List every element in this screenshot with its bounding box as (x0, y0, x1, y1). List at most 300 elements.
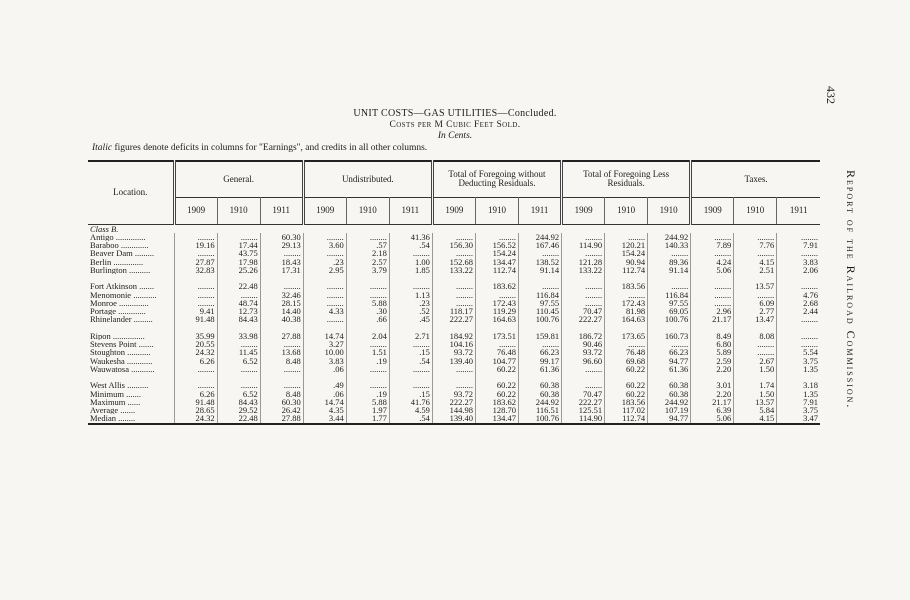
table-cell: ........ (777, 315, 820, 323)
table-cell: ........ (260, 381, 303, 389)
spacer-cell (605, 373, 648, 381)
table-cell: 117.02 (605, 406, 648, 414)
table-subtitle: Costs per M Cubic Feet Sold. (389, 120, 521, 130)
year-header-cell: 1909 (691, 197, 734, 224)
table-cell: 13.57 (734, 398, 777, 406)
location-row (88, 357, 820, 365)
table-cell: ........ (432, 365, 475, 373)
table-cell: 28.15 (260, 299, 303, 307)
table-cell: 133.22 (562, 266, 605, 274)
year-header-cell: 1910 (605, 197, 648, 224)
spacer-row (88, 373, 820, 381)
table-cell: 24.32 (174, 348, 217, 356)
table-cell: 4.59 (389, 406, 432, 414)
location-row (88, 307, 820, 315)
row-label: Stoughton ........... (90, 348, 151, 357)
location-row (88, 249, 820, 257)
table-cell: .57 (346, 241, 389, 249)
table-cell: 81.98 (605, 307, 648, 315)
table-cell: 222.27 (432, 315, 475, 323)
table-cell: ........ (734, 348, 777, 356)
table-title: UNIT COSTS—GAS UTILITIES—Concluded. (353, 108, 557, 119)
table-cell: ........ (346, 340, 389, 348)
table-cell: ........ (432, 291, 475, 299)
table-cell: ........ (432, 249, 475, 257)
table-cell: 14.74 (303, 398, 346, 406)
table-cell: 3.75 (777, 406, 820, 414)
table-cell: ........ (777, 233, 820, 241)
table-cell: 13.47 (734, 315, 777, 323)
table-cell: 104.16 (432, 340, 475, 348)
table-cell: 2.04 (346, 332, 389, 340)
table-cell: 90.46 (562, 340, 605, 348)
table-cell: 1.97 (346, 406, 389, 414)
table-cell: 138.52 (518, 258, 561, 266)
table-cell: 134.47 (475, 414, 518, 423)
table-cell: ........ (217, 291, 260, 299)
table-cell: ........ (174, 233, 217, 241)
table-cell: 6.26 (174, 390, 217, 398)
table-cell: ........ (217, 233, 260, 241)
table-cell: 160.73 (648, 332, 691, 340)
table-cell: 5.06 (691, 266, 734, 274)
table-cell: ........ (217, 381, 260, 389)
table-cell: 3.83 (303, 357, 346, 365)
table-cell: 97.55 (518, 299, 561, 307)
spacer-cell (88, 373, 174, 381)
table-cell: 10.00 (303, 348, 346, 356)
year-header-cell: 1911 (260, 197, 303, 224)
table-cell: 25.26 (217, 266, 260, 274)
location-row (88, 258, 820, 266)
table-cell: 93.72 (562, 348, 605, 356)
table-cell: .54 (389, 357, 432, 365)
table-cell: 76.48 (605, 348, 648, 356)
table-cell: ........ (691, 233, 734, 241)
table-cell: 104.77 (475, 357, 518, 365)
spacer-cell (691, 274, 734, 282)
table-cell: 183.56 (605, 282, 648, 290)
table-cell: .54 (389, 414, 432, 423)
table-cell: ........ (389, 249, 432, 257)
table-cell: ........ (562, 291, 605, 299)
table-cell: 120.21 (605, 241, 648, 249)
table-cell: 186.72 (562, 332, 605, 340)
table-cell: 41.76 (389, 398, 432, 406)
table-cell: ........ (777, 249, 820, 257)
table-cell: 1.50 (734, 390, 777, 398)
location-header: Location. (88, 161, 174, 224)
table-cell: ........ (217, 340, 260, 348)
row-label: Stevens Point ....... (90, 340, 154, 349)
table-cell: 112.74 (605, 414, 648, 423)
table-cell: 7.91 (777, 398, 820, 406)
table-cell: 4.15 (734, 258, 777, 266)
table-cell: ........ (346, 365, 389, 373)
table-cell: 1.35 (777, 365, 820, 373)
table-cell: ........ (346, 291, 389, 299)
table-cell: 60.22 (605, 381, 648, 389)
table-cell: 2.95 (303, 266, 346, 274)
table-cell: 27.88 (260, 332, 303, 340)
table-cell: ........ (303, 291, 346, 299)
table-cell: 100.76 (518, 414, 561, 423)
year-header-cell: 1910 (217, 197, 260, 224)
table-cell: ........ (174, 249, 217, 257)
units-caption: In Cents. (437, 131, 473, 141)
spacer-cell (88, 324, 174, 332)
table-cell: 119.29 (475, 307, 518, 315)
table-cell: 2.51 (734, 266, 777, 274)
table-cell: 48.74 (217, 299, 260, 307)
table-cell: 3.79 (346, 266, 389, 274)
row-label: Rhinelander ......... (90, 315, 153, 324)
table-cell: 164.63 (605, 315, 648, 323)
table-cell: 22.48 (217, 414, 260, 423)
location-row (88, 348, 820, 356)
table-cell: ........ (475, 233, 518, 241)
spacer-cell (605, 274, 648, 282)
table-body (88, 224, 820, 424)
table-cell: ........ (303, 299, 346, 307)
table-cell: 173.65 (605, 332, 648, 340)
row-label: Ripon ............... (90, 331, 145, 341)
table-cell: 69.68 (605, 357, 648, 365)
table-cell: .52 (389, 307, 432, 315)
table-cell: 1.77 (346, 414, 389, 423)
table-cell: 164.63 (475, 315, 518, 323)
table-cell: 244.92 (648, 398, 691, 406)
table-cell: 6.09 (734, 299, 777, 307)
spacer-cell (777, 373, 820, 381)
year-header-cell: 1909 (303, 197, 346, 224)
table-cell: 91.48 (174, 315, 217, 323)
italic-note-text: figures denote deficits in columns for "Earnings", and credits in all other columns. (112, 143, 428, 153)
table-cell: 6.39 (691, 406, 734, 414)
table-cell: 3.01 (691, 381, 734, 389)
location-row (88, 233, 820, 241)
table-cell: 60.22 (475, 390, 518, 398)
table-cell: .66 (346, 315, 389, 323)
table-cell: 244.92 (518, 233, 561, 241)
table-cell: 13.68 (260, 348, 303, 356)
table-cell: 4.24 (691, 258, 734, 266)
table-cell: 32.83 (174, 266, 217, 274)
table-cell: 3.27 (303, 340, 346, 348)
spacer-cell (346, 373, 389, 381)
table-cell: ........ (432, 299, 475, 307)
summary-row (88, 414, 820, 423)
table-cell: 93.72 (432, 390, 475, 398)
summary-row (88, 406, 820, 414)
table-cell: 70.47 (562, 390, 605, 398)
table-cell: ........ (346, 381, 389, 389)
table-cell: 3.75 (777, 357, 820, 365)
table-cell: ........ (346, 233, 389, 241)
table-cell: 2.77 (734, 307, 777, 315)
table-cell: 9.41 (174, 307, 217, 315)
table-cell: 5.88 (346, 299, 389, 307)
running-side-heading: Report of the Railroad Commission. (844, 170, 858, 410)
table-cell: 156.30 (432, 241, 475, 249)
table-cell: 222.27 (562, 398, 605, 406)
table-cell: 134.47 (475, 258, 518, 266)
spacer-cell (605, 324, 648, 332)
year-header-row (88, 197, 820, 224)
table-cell: 89.36 (648, 258, 691, 266)
table-cell: .54 (389, 241, 432, 249)
general-header: General. (174, 161, 303, 197)
table-cell: ........ (260, 365, 303, 373)
spacer-cell (389, 324, 432, 332)
table-cell: 60.38 (648, 381, 691, 389)
table-cell: 17.31 (260, 266, 303, 274)
table-cell: 91.14 (648, 266, 691, 274)
location-row (88, 340, 820, 348)
row-label: Monroe .............. (90, 298, 149, 308)
summary-row (88, 390, 820, 398)
table-cell: .15 (389, 348, 432, 356)
year-header-cell: 1909 (174, 197, 217, 224)
table-cell: 29.52 (217, 406, 260, 414)
table-cell: ........ (260, 340, 303, 348)
spacer-cell (518, 274, 561, 282)
spacer-cell (174, 274, 217, 282)
table-cell: 41.36 (389, 233, 432, 241)
table-cell: 222.27 (432, 398, 475, 406)
spacer-cell (260, 373, 303, 381)
table-cell: 244.92 (518, 398, 561, 406)
table-cell: 112.74 (605, 266, 648, 274)
row-label: Antigo .............. (90, 232, 146, 242)
spacer-cell (648, 373, 691, 381)
location-row (88, 266, 820, 274)
table-cell: 1.00 (389, 258, 432, 266)
table-cell: ........ (303, 282, 346, 290)
table-cell: 27.88 (260, 414, 303, 423)
spacer-cell (648, 324, 691, 332)
table-cell: 172.43 (605, 299, 648, 307)
table-cell: ........ (432, 282, 475, 290)
table-cell: 156.52 (475, 241, 518, 249)
class-row-filler (174, 224, 820, 233)
table-cell: ........ (562, 365, 605, 373)
table-cell: 14.74 (303, 332, 346, 340)
spacer-cell (562, 373, 605, 381)
table-cell: ........ (562, 233, 605, 241)
table-cell: ........ (518, 282, 561, 290)
table-cell: ........ (174, 291, 217, 299)
table-cell: 114.90 (562, 414, 605, 423)
year-header-cell: 1909 (432, 197, 475, 224)
table-cell: 144.98 (432, 406, 475, 414)
table-cell: 60.22 (475, 365, 518, 373)
class-label: Class B. (90, 224, 119, 233)
table-cell: 183.62 (475, 282, 518, 290)
table-cell: 70.47 (562, 307, 605, 315)
table-cell: ........ (734, 249, 777, 257)
table-cell: 7.91 (777, 241, 820, 249)
table-cell: 2.20 (691, 365, 734, 373)
total-less-residuals-header: Total of Foregoing Less Residuals. (562, 161, 691, 197)
table-cell: ........ (777, 340, 820, 348)
table-cell: 2.06 (777, 266, 820, 274)
table-cell: 29.13 (260, 241, 303, 249)
table-cell: ........ (303, 315, 346, 323)
year-header-cell: 1911 (518, 197, 561, 224)
table-cell: ........ (174, 381, 217, 389)
spacer-cell (562, 274, 605, 282)
year-header-cell: 1910 (648, 197, 691, 224)
table-cell: 110.45 (518, 307, 561, 315)
table-cell: 4.15 (734, 414, 777, 423)
table-cell: 1.13 (389, 291, 432, 299)
table-cell: 91.48 (174, 398, 217, 406)
table-cell: 32.46 (260, 291, 303, 299)
table-cell: ........ (475, 291, 518, 299)
table-cell: ........ (562, 282, 605, 290)
table-cell: 7.76 (734, 241, 777, 249)
location-row (88, 365, 820, 373)
spacer-cell (691, 324, 734, 332)
table-cell: 24.32 (174, 414, 217, 423)
group-header-row (88, 161, 820, 197)
row-label: Burlington .......... (90, 265, 151, 275)
table-cell: 244.92 (648, 233, 691, 241)
table-cell: 76.48 (475, 348, 518, 356)
table-cell: ........ (260, 282, 303, 290)
table-cell: 40.38 (260, 315, 303, 323)
table-cell: ........ (475, 340, 518, 348)
table-cell: ........ (648, 340, 691, 348)
table-cell: 139.40 (432, 357, 475, 365)
table-cell: 61.36 (518, 365, 561, 373)
table-cell: ........ (777, 282, 820, 290)
spacer-cell (734, 324, 777, 332)
row-label: Waukesha ............ (90, 356, 153, 365)
table-cell: ........ (303, 249, 346, 257)
table-cell: 6.26 (174, 357, 217, 365)
table-cell: ........ (605, 340, 648, 348)
table-cell: 154.24 (605, 249, 648, 257)
table-cell: 2.59 (691, 357, 734, 365)
table-cell: 173.51 (475, 332, 518, 340)
table-cell: 14.40 (260, 307, 303, 315)
table-cell: 112.74 (475, 266, 518, 274)
spacer-cell (734, 373, 777, 381)
table-cell: ........ (174, 299, 217, 307)
table-cell: .19 (346, 357, 389, 365)
spacer-cell (734, 274, 777, 282)
year-header-cell: 1910 (346, 197, 389, 224)
table-cell: 172.43 (475, 299, 518, 307)
location-row (88, 241, 820, 249)
table-cell: ........ (605, 291, 648, 299)
table-cell: 2.20 (691, 390, 734, 398)
table-cell: ........ (217, 365, 260, 373)
table-cell: 5.88 (346, 398, 389, 406)
spacer-cell (389, 274, 432, 282)
table-cell: 84.43 (217, 315, 260, 323)
spacer-cell (303, 274, 346, 282)
table-cell: 100.76 (518, 315, 561, 323)
spacer-cell (475, 324, 518, 332)
spacer-cell (562, 324, 605, 332)
row-label: West Allis .......... (90, 381, 149, 390)
table-cell: 5.89 (691, 348, 734, 356)
italic-note-emphasis: Italic (92, 143, 113, 153)
table-cell: ........ (648, 282, 691, 290)
row-label: Menomonie ........... (90, 290, 157, 299)
table-cell: 1.74 (734, 381, 777, 389)
row-label: Baraboo ............. (90, 241, 149, 250)
table-cell: 3.18 (777, 381, 820, 389)
table-cell: 66.23 (648, 348, 691, 356)
table-cell: 60.30 (260, 398, 303, 406)
table-cell: 4.33 (303, 307, 346, 315)
table-cell: 114.90 (562, 241, 605, 249)
spacer-cell (88, 274, 174, 282)
table-cell: 3.60 (303, 241, 346, 249)
spacer-cell (346, 324, 389, 332)
table-cell: 8.08 (734, 332, 777, 340)
spacer-cell (432, 324, 475, 332)
row-label: Average ....... (90, 406, 136, 415)
table-cell: 60.30 (260, 233, 303, 241)
table-cell: 4.76 (777, 291, 820, 299)
table-cell: 183.56 (605, 398, 648, 406)
table-cell: ........ (260, 249, 303, 257)
spacer-cell (346, 274, 389, 282)
table-cell: ........ (303, 233, 346, 241)
table-cell: .06 (303, 365, 346, 373)
spacer-cell (777, 274, 820, 282)
table-cell: 21.17 (691, 315, 734, 323)
table-cell: ........ (734, 233, 777, 241)
table-cell: 94.77 (648, 357, 691, 365)
table-cell: .19 (346, 390, 389, 398)
table-cell: 27.87 (174, 258, 217, 266)
spacer-cell (217, 373, 260, 381)
spacer-cell (389, 373, 432, 381)
spacer-cell (303, 373, 346, 381)
table-cell: 116.84 (648, 291, 691, 299)
table-cell: ........ (734, 340, 777, 348)
row-label: Minimum ....... (90, 389, 142, 398)
table-cell: ........ (605, 233, 648, 241)
table-cell: 22.48 (217, 282, 260, 290)
table-cell: .23 (303, 258, 346, 266)
table-cell: 116.84 (518, 291, 561, 299)
table-cell: 159.81 (518, 332, 561, 340)
table-cell: ........ (691, 299, 734, 307)
spacer-cell (303, 324, 346, 332)
class-row (88, 224, 820, 233)
row-label: Wauwatosa ........... (90, 364, 155, 374)
year-header-cell: 1910 (475, 197, 518, 224)
table-cell: 90.94 (605, 258, 648, 266)
taxes-header: Taxes. (691, 161, 820, 197)
row-label: Berlin .............. (90, 257, 144, 266)
spacer-cell (432, 373, 475, 381)
table-cell: 183.62 (475, 398, 518, 406)
table-cell: ........ (432, 381, 475, 389)
table-cell: 19.16 (174, 241, 217, 249)
table-cell: 12.73 (217, 307, 260, 315)
table-cell: 3.47 (777, 414, 820, 423)
spacer-cell (174, 373, 217, 381)
table-cell: 2.68 (777, 299, 820, 307)
